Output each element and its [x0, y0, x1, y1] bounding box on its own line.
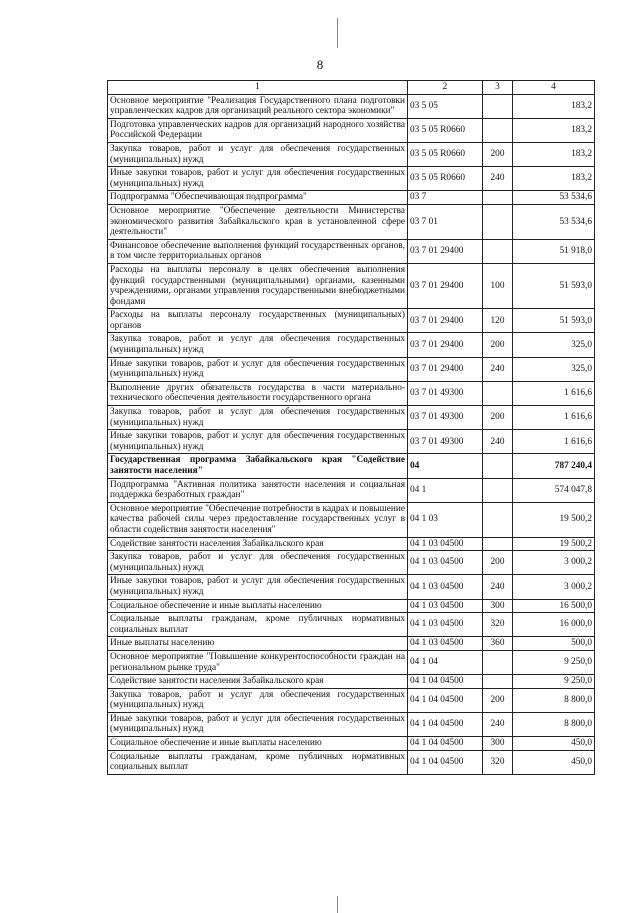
cell-code: 04 [408, 454, 483, 478]
cell-type [483, 502, 513, 537]
cell-name: Расходы на выплаты персоналу в целях обеспечения выполнения функций государственными (муниципальными) органами, казенными учреждениями, органами управления государственными внебюджетными фондами [108, 263, 408, 308]
cell-code: 03 5 05 [408, 94, 483, 118]
table-row [108, 750, 595, 774]
cell-name: Иные выплаты населению [108, 637, 408, 651]
cell-name: Социальные выплаты гражданам, кроме публичных нормативных социальных выплат [108, 613, 408, 637]
cell-code: 03 5 05 R0660 [408, 142, 483, 166]
cell-amount: 3 000,2 [513, 551, 595, 575]
table-row [108, 613, 595, 637]
table-body [108, 94, 595, 774]
cell-type: 240 [483, 167, 513, 191]
table-row [108, 712, 595, 736]
cell-type: 200 [483, 406, 513, 430]
cell-type: 120 [483, 309, 513, 333]
cell-amount: 325,0 [513, 333, 595, 357]
table-row [108, 599, 595, 613]
table-row [108, 637, 595, 651]
cell-name: Иные закупки товаров, работ и услуг для обеспечения государственных (муниципальных) нужд [108, 430, 408, 454]
cell-amount: 450,0 [513, 737, 595, 751]
budget-table [107, 80, 595, 775]
scan-fold-mark-top [337, 18, 338, 48]
table-row [108, 263, 595, 308]
table-row [108, 239, 595, 263]
cell-name: Подпрограмма "Активная политика занятости населения и социальная поддержка безработных граждан" [108, 478, 408, 502]
scan-fold-mark-bottom [337, 896, 338, 913]
cell-name: Финансовое обеспечение выполнения функций государственных органов, в том числе территориальных органов [108, 239, 408, 263]
cell-amount: 500,0 [513, 637, 595, 651]
cell-amount: 16 500,0 [513, 599, 595, 613]
cell-amount: 53 534,6 [513, 191, 595, 205]
cell-code: 04 1 03 04500 [408, 575, 483, 599]
table-row [108, 94, 595, 118]
cell-type [483, 675, 513, 689]
cell-code: 03 7 01 29400 [408, 239, 483, 263]
table-row [108, 204, 595, 239]
table-row [108, 357, 595, 381]
table-row [108, 551, 595, 575]
cell-code: 03 5 05 R0660 [408, 118, 483, 142]
cell-amount: 450,0 [513, 750, 595, 774]
table-row [108, 737, 595, 751]
cell-name: Выполнение других обязательств государства в части материально-технического обеспечения деятельности государственного органа [108, 381, 408, 405]
cell-code: 03 7 01 [408, 204, 483, 239]
cell-code: 04 1 04 04500 [408, 675, 483, 689]
cell-code: 04 1 03 [408, 502, 483, 537]
cell-code: 03 5 05 R0660 [408, 167, 483, 191]
cell-name: Социальные выплаты гражданам, кроме публичных нормативных социальных выплат [108, 750, 408, 774]
table-row [108, 650, 595, 674]
table-row [108, 142, 595, 166]
cell-type: 360 [483, 637, 513, 651]
cell-name: Иные закупки товаров, работ и услуг для обеспечения государственных (муниципальных) нужд [108, 712, 408, 736]
cell-amount: 53 534,6 [513, 204, 595, 239]
cell-amount: 19 500,2 [513, 537, 595, 551]
cell-type [483, 454, 513, 478]
cell-name: Подготовка управленческих кадров для организаций народного хозяйства Российской Федерации [108, 118, 408, 142]
cell-code: 04 1 04 04500 [408, 712, 483, 736]
cell-name: Закупка товаров, работ и услуг для обеспечения государственных (муниципальных) нужд [108, 551, 408, 575]
cell-name: Закупка товаров, работ и услуг для обеспечения государственных (муниципальных) нужд [108, 142, 408, 166]
cell-name: Основное мероприятие "Обеспечение потребности в кадрах и повышение качества рабочей силы через предоставление государственных услуг в области содействия занятости населения" [108, 502, 408, 537]
cell-type [483, 650, 513, 674]
cell-code: 04 1 03 04500 [408, 637, 483, 651]
cell-code: 04 1 04 [408, 650, 483, 674]
cell-type [483, 204, 513, 239]
table-row [108, 478, 595, 502]
table-row [108, 575, 595, 599]
cell-code: 04 1 [408, 478, 483, 502]
cell-name: Основное мероприятие "Повышение конкурентоспособности граждан на региональном рынке труда" [108, 650, 408, 674]
table-row [108, 167, 595, 191]
table-row [108, 430, 595, 454]
table-row [108, 675, 595, 689]
cell-code: 04 1 03 04500 [408, 599, 483, 613]
cell-type: 240 [483, 430, 513, 454]
cell-type [483, 118, 513, 142]
cell-type: 240 [483, 575, 513, 599]
cell-code: 04 1 03 04500 [408, 537, 483, 551]
cell-name: Содействие занятости населения Забайкальского края [108, 537, 408, 551]
cell-name: Иные закупки товаров, работ и услуг для обеспечения государственных (муниципальных) нужд [108, 357, 408, 381]
cell-type: 240 [483, 357, 513, 381]
cell-amount: 19 500,2 [513, 502, 595, 537]
cell-name: Государственная программа Забайкальского края "Содействие занятости населения" [108, 454, 408, 478]
cell-amount: 574 047,8 [513, 478, 595, 502]
cell-name: Закупка товаров, работ и услуг для обеспечения государственных (муниципальных) нужд [108, 688, 408, 712]
cell-name: Иные закупки товаров, работ и услуг для обеспечения государственных (муниципальных) нужд [108, 575, 408, 599]
cell-code: 03 7 01 49300 [408, 381, 483, 405]
cell-name: Социальное обеспечение и иные выплаты населению [108, 599, 408, 613]
cell-amount: 1 616,6 [513, 406, 595, 430]
header-col-code: 2 [408, 81, 483, 95]
cell-amount: 1 616,6 [513, 430, 595, 454]
cell-code: 03 7 [408, 191, 483, 205]
cell-amount: 3 000,2 [513, 575, 595, 599]
table-header-row [108, 81, 595, 95]
cell-type: 200 [483, 142, 513, 166]
cell-type [483, 239, 513, 263]
cell-name: Иные закупки товаров, работ и услуг для обеспечения государственных (муниципальных) нужд [108, 167, 408, 191]
cell-type: 240 [483, 712, 513, 736]
cell-code: 04 1 04 04500 [408, 737, 483, 751]
table-row [108, 381, 595, 405]
table-row [108, 118, 595, 142]
cell-name: Подпрограмма "Обеспечивающая подпрограмма" [108, 191, 408, 205]
cell-amount: 325,0 [513, 357, 595, 381]
cell-amount: 183,2 [513, 167, 595, 191]
cell-code: 03 7 01 29400 [408, 309, 483, 333]
cell-code: 04 1 03 04500 [408, 613, 483, 637]
table-row [108, 333, 595, 357]
cell-type [483, 478, 513, 502]
cell-type [483, 381, 513, 405]
cell-type: 200 [483, 688, 513, 712]
table-row [108, 502, 595, 537]
cell-type [483, 537, 513, 551]
cell-code: 03 7 01 29400 [408, 357, 483, 381]
cell-name: Основное мероприятие "Обеспечение деятельности Министерства экономического развития Забайкальского края в установленной сфере деятельности" [108, 204, 408, 239]
header-col-type: 3 [483, 81, 513, 95]
cell-amount: 16 000,0 [513, 613, 595, 637]
cell-code: 03 7 01 29400 [408, 333, 483, 357]
cell-amount: 1 616,6 [513, 381, 595, 405]
cell-type: 200 [483, 333, 513, 357]
cell-amount: 787 240,4 [513, 454, 595, 478]
cell-name: Закупка товаров, работ и услуг для обеспечения государственных (муниципальных) нужд [108, 333, 408, 357]
cell-code: 03 7 01 49300 [408, 406, 483, 430]
cell-amount: 183,2 [513, 94, 595, 118]
cell-amount: 183,2 [513, 142, 595, 166]
cell-code: 04 1 04 04500 [408, 688, 483, 712]
table-row [108, 688, 595, 712]
cell-code: 03 7 01 49300 [408, 430, 483, 454]
table-row [108, 454, 595, 478]
table-row [108, 406, 595, 430]
cell-amount: 9 250,0 [513, 650, 595, 674]
cell-amount: 9 250,0 [513, 675, 595, 689]
cell-type: 320 [483, 613, 513, 637]
cell-name: Расходы на выплаты персоналу государственных (муниципальных) органов [108, 309, 408, 333]
header-col-name: 1 [108, 81, 408, 95]
cell-code: 04 1 04 04500 [408, 750, 483, 774]
cell-name: Закупка товаров, работ и услуг для обеспечения государственных (муниципальных) нужд [108, 406, 408, 430]
table-row [108, 309, 595, 333]
cell-name: Социальное обеспечение и иные выплаты населению [108, 737, 408, 751]
cell-amount: 51 918,0 [513, 239, 595, 263]
cell-type: 320 [483, 750, 513, 774]
cell-type [483, 94, 513, 118]
cell-code: 03 7 01 29400 [408, 263, 483, 308]
cell-amount: 8 800,0 [513, 712, 595, 736]
cell-type: 300 [483, 599, 513, 613]
table-row [108, 537, 595, 551]
cell-amount: 51 593,0 [513, 309, 595, 333]
cell-type: 200 [483, 551, 513, 575]
cell-amount: 183,2 [513, 118, 595, 142]
table-row [108, 191, 595, 205]
page-number: 8 [316, 57, 324, 72]
cell-amount: 8 800,0 [513, 688, 595, 712]
cell-name: Содействие занятости населения Забайкальского края [108, 675, 408, 689]
cell-name: Основное мероприятие "Реализация Государственного плана подготовки управленческих кадров для организаций реального сектора экономики" [108, 94, 408, 118]
cell-amount: 51 593,0 [513, 263, 595, 308]
cell-type: 100 [483, 263, 513, 308]
cell-type: 300 [483, 737, 513, 751]
header-col-amount: 4 [513, 81, 595, 95]
cell-code: 04 1 03 04500 [408, 551, 483, 575]
cell-type [483, 191, 513, 205]
